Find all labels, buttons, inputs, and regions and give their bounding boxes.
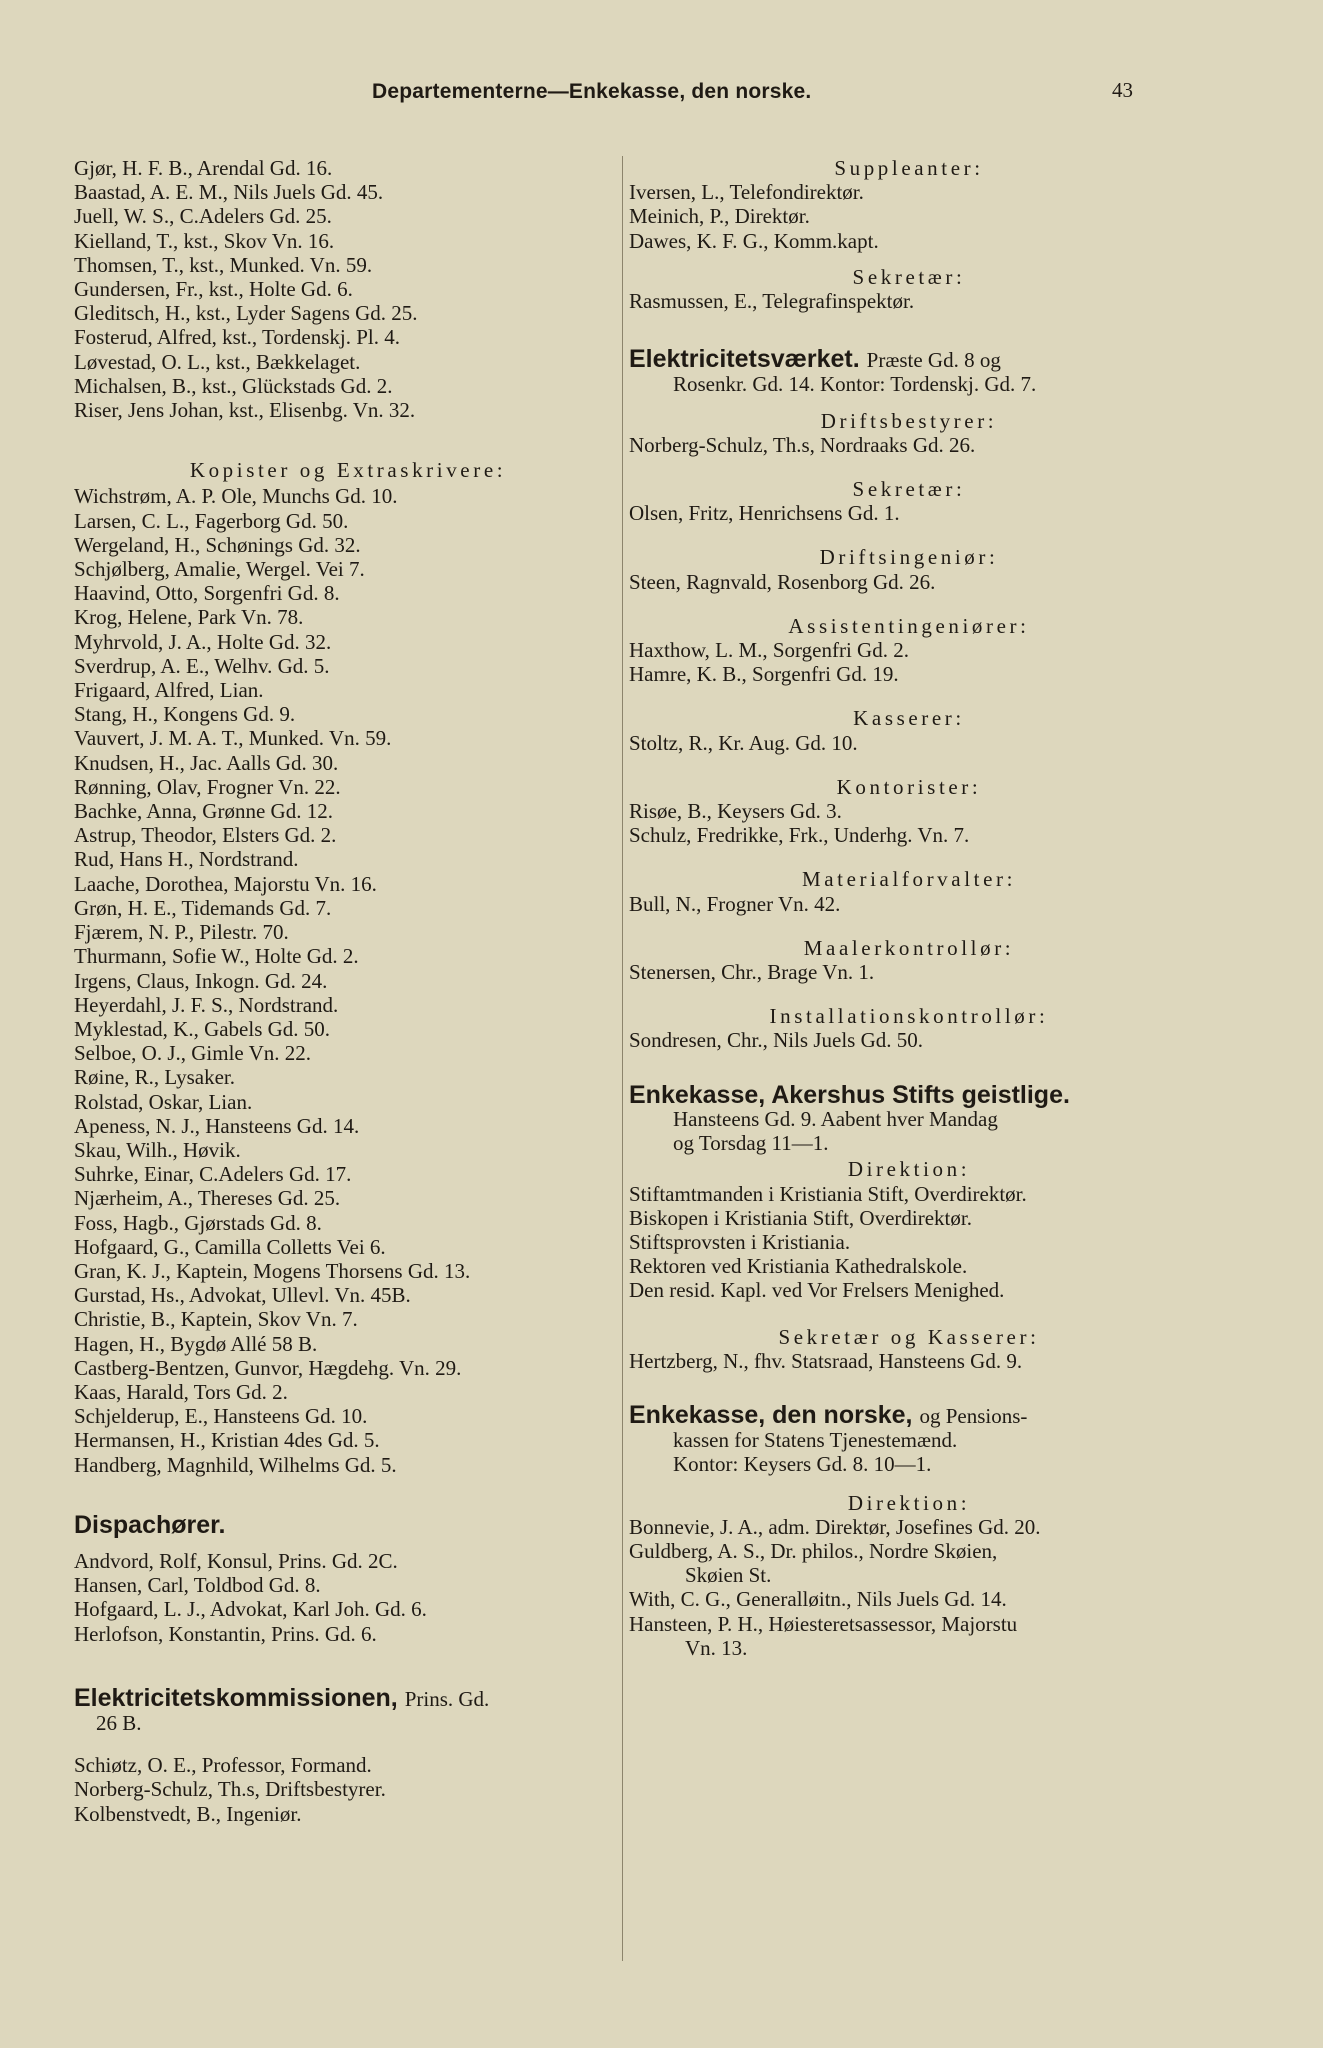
list-item: Njærheim, A., Thereses Gd. 25. xyxy=(74,1186,341,1211)
list-item: Riser, Jens Johan, kst., Elisenbg. Vn. 32. xyxy=(74,398,416,423)
list-item: Stang, H., Kongens Gd. 9. xyxy=(74,702,296,727)
list-item: Norberg-Schulz, Th.s, Nordraaks Gd. 26. xyxy=(629,432,976,457)
list-item-continuation: Skøien St. xyxy=(685,1563,772,1588)
list-item: Kaas, Harald, Tors Gd. 2. xyxy=(74,1379,288,1404)
list-item: Norberg-Schulz, Th.s, Driftsbestyrer. xyxy=(74,1777,386,1802)
section-heading-suppleanter: Suppleanter: xyxy=(834,156,984,180)
list-item: Myhrvold, J. A., Holte Gd. 32. xyxy=(74,629,332,654)
list-item: Hermansen, H., Kristian 4des Gd. 5. xyxy=(74,1428,380,1453)
list-item: Meinich, P., Direktør. xyxy=(629,204,810,229)
list-item: Larsen, C. L., Fagerborg Gd. 50. xyxy=(74,508,349,533)
running-head: Departementerne—Enkekasse, den norske. xyxy=(372,80,812,103)
list-item: Sondresen, Chr., Nils Juels Gd. 50. xyxy=(629,1028,923,1053)
kommission-list xyxy=(74,1753,622,1826)
section-heading-driftsingenior: Driftsingeniør: xyxy=(819,545,999,570)
norske-subtitle: kassen for Statens Tjenestemænd. xyxy=(673,1428,958,1453)
list-item: Foss, Hagb., Gjørstads Gd. 8. xyxy=(74,1210,322,1235)
list-item: Dawes, K. F. G., Komm.kapt. xyxy=(629,228,879,253)
section-heading-direktion-2: Direktion: xyxy=(847,1490,971,1515)
list-item: Christie, B., Kaptein, Skov Vn. 7. xyxy=(74,1307,358,1332)
list-item: Bonnevie, J. A., adm. Direktør, Josefines Gd. 20. xyxy=(629,1514,1041,1539)
list-item: Juell, W. S., C.Adelers Gd. 25. xyxy=(74,204,332,229)
list-item: Risøe, B., Keysers Gd. 3. xyxy=(629,799,842,824)
list-item: Hansteen, P. H., Høiesteretsassessor, Majorstu xyxy=(629,1611,1018,1636)
list-item: Rasmussen, E., Telegrafinspektør. xyxy=(629,289,915,314)
section-heading-sekretaer: Sekretær: xyxy=(852,264,966,289)
list-item: Kielland, T., kst., Skov Vn. 16. xyxy=(74,228,335,253)
list-item: Wergeland, H., Schønings Gd. 32. xyxy=(74,532,361,557)
page-number: 43 xyxy=(1112,78,1133,102)
list-item: Stiftsprovsten i Kristiania. xyxy=(629,1229,851,1254)
list-item: Schjølberg, Amalie, Wergel. Vei 7. xyxy=(74,557,365,582)
list-item: Selboe, O. J., Gimle Vn. 22. xyxy=(74,1041,312,1066)
list-item: Rektoren ved Kristiania Kathedralskole. xyxy=(629,1254,968,1279)
list-item: Steen, Ragnvald, Rosenborg Gd. 26. xyxy=(629,569,936,594)
list-item: Michalsen, B., kst., Glückstads Gd. 2. xyxy=(74,373,393,398)
heading-dispachorer: Dispachører. xyxy=(74,1510,226,1539)
list-item: Iversen, L., Telefondirektør. xyxy=(629,180,864,205)
suppleanter-list xyxy=(629,180,1189,253)
list-item: Olsen, Fritz, Henrichsens Gd. 1. xyxy=(629,501,900,526)
list-item: Krog, Helene, Park Vn. 78. xyxy=(74,605,304,630)
kopister-list xyxy=(74,484,622,1476)
list-item: Skau, Wilh., Høvik. xyxy=(74,1137,241,1162)
dispachorer-list xyxy=(74,1549,622,1646)
akershus-address: Hansteens Gd. 9. Aabent hver Mandag xyxy=(673,1106,998,1131)
list-item: Hofgaard, L. J., Advokat, Karl Joh. Gd. 6. xyxy=(74,1597,427,1622)
section-heading-sekretaer-2: Sekretær: xyxy=(852,477,966,502)
list-item: Hofgaard, G., Camilla Colletts Vei 6. xyxy=(74,1234,386,1259)
section-heading-direktion: Direktion: xyxy=(847,1157,971,1182)
section-heading-kopister: Kopister og Extraskrivere: xyxy=(189,458,507,483)
list-item: Bull, N., Frogner Vn. 42. xyxy=(629,891,841,916)
list-item: Rønning, Olav, Frogner Vn. 22. xyxy=(74,774,341,799)
list-item: Gjør, H. F. B., Arendal Gd. 16. xyxy=(74,156,333,180)
list-item: Gurstad, Hs., Advokat, Ullevl. Vn. 45B. xyxy=(74,1283,411,1308)
list-item: Schjelderup, E., Hansteens Gd. 10. xyxy=(74,1404,368,1429)
list-item: Hamre, K. B., Sorgenfri Gd. 19. xyxy=(629,662,899,687)
section-heading-maalerkontrollor: Maalerkontrollør: xyxy=(803,935,1015,960)
section-heading-driftsbestyrer: Driftsbestyrer: xyxy=(820,408,998,433)
list-item: Knudsen, H., Jac. Aalls Gd. 30. xyxy=(74,750,339,775)
list-item: Herlofson, Konstantin, Prins. Gd. 6. xyxy=(74,1621,377,1646)
list-item: Haxthow, L. M., Sorgenfri Gd. 2. xyxy=(629,638,909,663)
right-column xyxy=(622,156,1189,1961)
list-item: Røine, R., Lysaker. xyxy=(74,1065,235,1090)
list-item: Handberg, Magnhild, Wilhelms Gd. 5. xyxy=(74,1452,397,1477)
list-item: Frigaard, Alfred, Lian. xyxy=(74,678,264,703)
list-item: Thomsen, T., kst., Munked. Vn. 59. xyxy=(74,252,373,277)
kommission-address: 26 B. xyxy=(96,1710,142,1735)
list-item: Myklestad, K., Gabels Gd. 50. xyxy=(74,1016,331,1041)
list-item: Fosterud, Alfred, kst., Tordenskj. Pl. 4. xyxy=(74,325,400,350)
list-item: Hertzberg, N., fhv. Statsraad, Hansteens Gd. 9. xyxy=(629,1348,1023,1373)
list-item: Andvord, Rolf, Konsul, Prins. Gd. 2C. xyxy=(74,1548,398,1573)
list-item: Vauvert, J. M. A. T., Munked. Vn. 59. xyxy=(74,726,392,751)
left-column xyxy=(74,156,622,1826)
list-item: Fjærem, N. P., Pilestr. 70. xyxy=(74,920,289,945)
section-heading-installationskontrollor: Installationskontrollør: xyxy=(769,1004,1049,1029)
akershus-hours: og Torsdag 11—1. xyxy=(673,1131,829,1156)
list-item: Schulz, Fredrikke, Frk., Underhg. Vn. 7. xyxy=(629,823,970,848)
list-item: Hagen, H., Bygdø Allé 58 B. xyxy=(74,1331,318,1356)
vaerket-address: Rosenkr. Gd. 14. Kontor: Tordenskj. Gd. 7. xyxy=(673,372,1037,397)
list-item: Irgens, Claus, Inkogn. Gd. 24. xyxy=(74,968,328,993)
list-item: Stiftamtmanden i Kristiania Stift, Overdirektør. xyxy=(629,1181,1027,1206)
direktion2b-list xyxy=(629,1587,1189,1635)
norske-address: Kontor: Keysers Gd. 8. 10—1. xyxy=(673,1452,932,1477)
list-item: With, C. G., Generalløitn., Nils Juels Gd. 14. xyxy=(629,1587,1007,1612)
list-item: Schiøtz, O. E., Professor, Formand. xyxy=(74,1753,372,1778)
list-item: Gleditsch, H., kst., Lyder Sagens Gd. 25. xyxy=(74,301,418,326)
list-item: Apeness, N. J., Hansteens Gd. 14. xyxy=(74,1113,360,1138)
direktion-list xyxy=(629,1182,1189,1303)
heading-enkekasse-akershus: Enkekasse, Akershus Stifts geistlige. xyxy=(629,1080,1070,1109)
kontorister-list xyxy=(629,799,1189,847)
list-item: Stenersen, Chr., Brage Vn. 1. xyxy=(629,960,875,985)
top-name-list xyxy=(74,156,622,422)
list-item: Astrup, Theodor, Elsters Gd. 2. xyxy=(74,823,337,848)
section-heading-materialforvalter: Materialforvalter: xyxy=(801,867,1017,892)
direktion2-list xyxy=(629,1515,1189,1563)
list-item: Gran, K. J., Kaptein, Mogens Thorsens Gd. 13. xyxy=(74,1258,471,1283)
heading-enkekasse-den-norske: Enkekasse, den norske, og Pensions- xyxy=(629,1400,1028,1429)
list-item: Rud, Hans H., Nordstrand. xyxy=(74,847,299,872)
list-item: Heyerdahl, J. F. S., Nordstrand. xyxy=(74,992,339,1017)
list-item: Stoltz, R., Kr. Aug. Gd. 10. xyxy=(629,730,858,755)
heading-elektricitetsvaerket: Elektricitetsværket. Præste Gd. 8 og xyxy=(629,345,1001,374)
list-item: Haavind, Otto, Sorgenfri Gd. 8. xyxy=(74,581,340,606)
list-item: Guldberg, A. S., Dr. philos., Nordre Skøien, xyxy=(629,1538,998,1563)
list-item: Gundersen, Fr., kst., Holte Gd. 6. xyxy=(74,277,353,302)
list-item-continuation: Vn. 13. xyxy=(685,1635,748,1660)
section-heading-assistentingeniorer: Assistentingeniører: xyxy=(788,613,1030,638)
section-heading-kasserer: Kasserer: xyxy=(853,706,965,731)
list-item: Hansen, Carl, Toldbod Gd. 8. xyxy=(74,1573,321,1598)
list-item: Biskopen i Kristiania Stift, Overdirektør. xyxy=(629,1205,972,1230)
list-item: Wichstrøm, A. P. Ole, Munchs Gd. 10. xyxy=(74,484,398,509)
assistent-list xyxy=(629,638,1189,686)
list-item: Rolstad, Oskar, Lian. xyxy=(74,1089,253,1114)
section-heading-sekretaer-og-kasserer: Sekretær og Kasserer: xyxy=(778,1324,1040,1349)
list-item: Løvestad, O. L., kst., Bækkelaget. xyxy=(74,349,361,374)
list-item: Castberg-Bentzen, Gunvor, Hægdehg. Vn. 29. xyxy=(74,1355,462,1380)
heading-elektricitetskommissionen: Elektricitetskommissionen, Prins. Gd. xyxy=(74,1683,490,1712)
list-item: Laache, Dorothea, Majorstu Vn. 16. xyxy=(74,871,377,896)
list-item: Sverdrup, A. E., Welhv. Gd. 5. xyxy=(74,653,330,678)
list-item: Suhrke, Einar, C.Adelers Gd. 17. xyxy=(74,1162,352,1187)
list-item: Grøn, H. E., Tidemands Gd. 7. xyxy=(74,895,332,920)
list-item: Baastad, A. E. M., Nils Juels Gd. 45. xyxy=(74,180,384,205)
section-heading-kontorister: Kontorister: xyxy=(836,774,982,799)
list-item: Kolbenstvedt, B., Ingeniør. xyxy=(74,1801,302,1826)
list-item: Thurmann, Sofie W., Holte Gd. 2. xyxy=(74,944,359,969)
list-item: Den resid. Kapl. ved Vor Frelsers Menighed. xyxy=(629,1278,1005,1303)
list-item: Bachke, Anna, Grønne Gd. 12. xyxy=(74,799,333,824)
